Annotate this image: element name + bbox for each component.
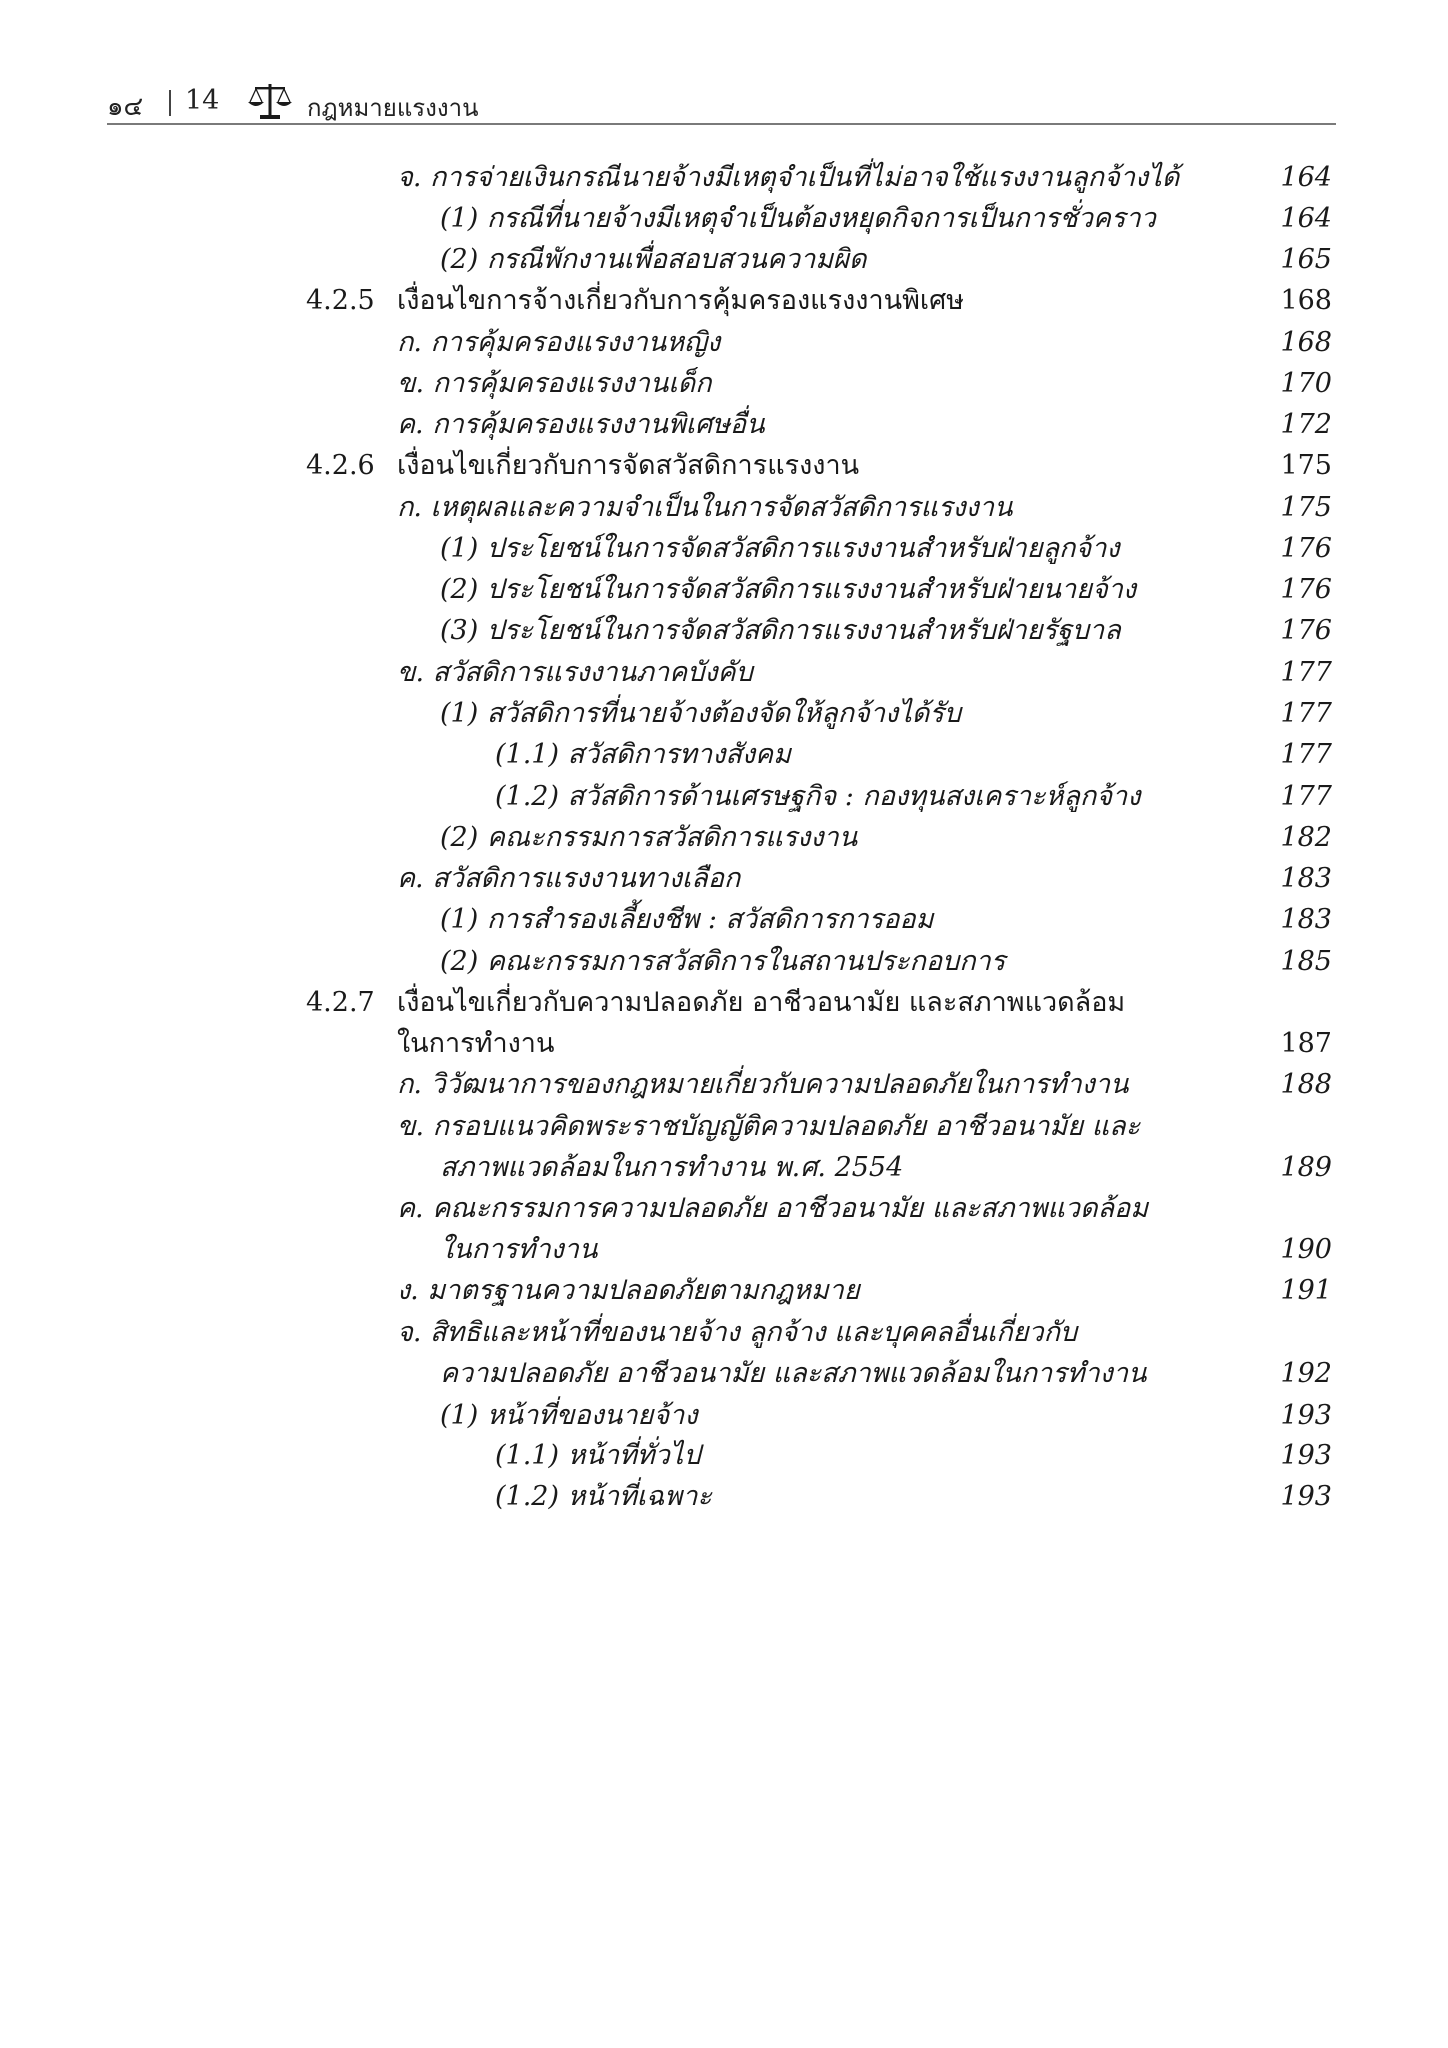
toc-entry <box>0 735 1448 775</box>
toc-entry-title: (2) คณะกรรมการสวัสดิการแรงงาน <box>440 822 858 853</box>
toc-entry <box>0 777 1448 817</box>
toc-entry-title: ความปลอดภัย อาชีวอนามัย และสภาพแวดล้อมในการทำงาน <box>440 1358 1147 1389</box>
toc-entry-title: (2) ประโยชน์ในการจัดสวัสดิการแรงงานสำหรับฝ่ายนายจ้าง <box>440 574 1137 605</box>
toc-entry-title: (1.2) หน้าที่เฉพาะ <box>495 1481 712 1512</box>
toc-entry-title: (1) หน้าที่ของนายจ้าง <box>440 1400 698 1431</box>
toc-entry-title: (1) การสำรองเลี้ยงชีพ : สวัสดิการการออม <box>440 904 934 935</box>
toc-entry-title: จ. สิทธิและหน้าที่ของนายจ้าง ลูกจ้าง และบุคคลอื่นเกี่ยวกับ <box>397 1317 1078 1348</box>
toc-entry-page: 193 <box>1280 1400 1332 1431</box>
toc-entry <box>0 1313 1448 1353</box>
toc-entry <box>0 818 1448 858</box>
toc-entry <box>0 405 1448 445</box>
toc-entry <box>0 694 1448 734</box>
toc-entry-title: (1.1) หน้าที่ทั่วไป <box>495 1440 701 1471</box>
toc-entry-page: 172 <box>1280 409 1332 440</box>
toc-entry-page: 177 <box>1280 781 1332 812</box>
toc-entry-page: 176 <box>1280 615 1332 646</box>
toc-entry-page: 191 <box>1280 1275 1332 1306</box>
toc-section-heading <box>0 983 1448 1023</box>
toc-entry <box>0 1189 1448 1229</box>
toc-entry <box>0 158 1448 198</box>
toc-entry-title: ค. คณะกรรมการความปลอดภัย อาชีวอนามัย และสภาพแวดล้อม <box>397 1193 1149 1224</box>
header-separator <box>169 90 171 116</box>
toc-entry-page: 176 <box>1280 533 1332 564</box>
toc-entry-title: ค. การคุ้มครองแรงงานพิเศษอื่น <box>397 409 765 440</box>
toc-entry-page: 183 <box>1280 904 1332 935</box>
toc-entry <box>0 240 1448 280</box>
toc-section-heading <box>0 281 1448 321</box>
toc-entry <box>0 611 1448 651</box>
toc-entry <box>0 488 1448 528</box>
toc-entry-page: 168 <box>1280 327 1332 358</box>
toc-entry-title: ข. สวัสดิการแรงงานภาคบังคับ <box>397 657 753 688</box>
toc-entry-page: 193 <box>1280 1440 1332 1471</box>
toc-entry-page: 182 <box>1280 822 1332 853</box>
toc-section-number: 4.2.6 <box>306 450 375 481</box>
toc-entry <box>0 1065 1448 1105</box>
toc-entry <box>0 199 1448 239</box>
scales-of-justice-icon <box>245 82 295 122</box>
toc-entry-page: 168 <box>1280 285 1332 316</box>
toc-entry-page: 164 <box>1280 162 1332 193</box>
toc-entry-title: (1.1) สวัสดิการทางสังคม <box>495 739 791 770</box>
toc-entry <box>0 1396 1448 1436</box>
running-header <box>107 82 1337 124</box>
toc-entry-page: 190 <box>1280 1234 1332 1265</box>
toc-entry-page: 170 <box>1280 368 1332 399</box>
book-title: กฎหมายแรงงาน <box>307 94 479 122</box>
thai-page-number: ๑๔ <box>107 92 144 122</box>
toc-entry <box>0 364 1448 404</box>
toc-entry-title: (1) สวัสดิการที่นายจ้างต้องจัดให้ลูกจ้างได้รับ <box>440 698 961 729</box>
toc-entry-page: 188 <box>1280 1069 1332 1100</box>
toc-entry-page: 164 <box>1280 203 1332 234</box>
toc-entry-page: 192 <box>1280 1358 1332 1389</box>
toc-entry <box>0 570 1448 610</box>
toc-entry-title: ข. การคุ้มครองแรงงานเด็ก <box>397 368 712 399</box>
toc-entry <box>0 900 1448 940</box>
toc-entry-page: 187 <box>1280 1028 1332 1059</box>
toc-entry-page: 177 <box>1280 739 1332 770</box>
toc-entry <box>0 859 1448 899</box>
toc-entry-continued <box>0 1354 1448 1394</box>
toc-entry-title: ค. สวัสดิการแรงงานทางเลือก <box>397 863 741 894</box>
toc-entry-page: 177 <box>1280 657 1332 688</box>
toc-entry <box>0 653 1448 693</box>
toc-section-heading-continued <box>0 1024 1448 1064</box>
toc-entry-page: 189 <box>1280 1152 1332 1183</box>
toc-entry-page: 177 <box>1280 698 1332 729</box>
toc-entry-page: 175 <box>1280 492 1332 523</box>
toc-entry <box>0 323 1448 363</box>
toc-entry <box>0 1477 1448 1517</box>
toc-entry-title: (1.2) สวัสดิการด้านเศรษฐกิจ : กองทุนสงเคราะห์ลูกจ้าง <box>495 781 1141 812</box>
toc-entry-title: ก. เหตุผลและความจำเป็นในการจัดสวัสดิการแรงงาน <box>397 492 1013 523</box>
toc-entry-title: (1) ประโยชน์ในการจัดสวัสดิการแรงงานสำหรับฝ่ายลูกจ้าง <box>440 533 1120 564</box>
toc-entry-title: (1) กรณีที่นายจ้างมีเหตุจำเป็นต้องหยุดกิจการเป็นการชั่วคราว <box>440 203 1156 234</box>
toc-entry-page: 176 <box>1280 574 1332 605</box>
toc-entry-title: (2) คณะกรรมการสวัสดิการในสถานประกอบการ <box>440 946 1006 977</box>
header-rule <box>107 123 1336 125</box>
toc-section-number: 4.2.7 <box>306 987 375 1018</box>
toc-section-heading <box>0 446 1448 486</box>
toc-entry-continued <box>0 1148 1448 1188</box>
toc-entry-title: ก. วิวัฒนาการของกฎหมายเกี่ยวกับความปลอดภัยในการทำงาน <box>397 1069 1129 1100</box>
toc-entry-title: จ. การจ่ายเงินกรณีนายจ้างมีเหตุจำเป็นที่ไม่อาจใช้แรงงานลูกจ้างได้ <box>397 162 1180 193</box>
toc-entry-title: สภาพแวดล้อมในการทำงาน พ.ศ. 2554 <box>440 1152 904 1183</box>
toc-entry-title: ในการทำงาน <box>397 1028 555 1059</box>
toc-entry-title: เงื่อนไขเกี่ยวกับความปลอดภัย อาชีวอนามัย และสภาพแวดล้อม <box>397 987 1126 1018</box>
toc-entry <box>0 1436 1448 1476</box>
toc-entry-page: 185 <box>1280 946 1332 977</box>
toc-entry-title: ก. การคุ้มครองแรงงานหญิง <box>397 327 721 358</box>
toc-entry <box>0 942 1448 982</box>
toc-entry-title: ข. กรอบแนวคิดพระราชบัญญัติความปลอดภัย อาชีวอนามัย และ <box>397 1111 1141 1142</box>
toc-entry-title: เงื่อนไขเกี่ยวกับการจัดสวัสดิการแรงงาน <box>397 450 860 481</box>
toc-entry <box>0 1107 1448 1147</box>
toc-entry <box>0 529 1448 569</box>
toc-entry-page: 175 <box>1280 450 1332 481</box>
toc-entry <box>0 1271 1448 1311</box>
toc-entry-title: ในการทำงาน <box>440 1234 598 1265</box>
toc-entry-continued <box>0 1230 1448 1270</box>
toc-entry-title: (2) กรณีพักงานเพื่อสอบสวนความผิด <box>440 244 867 275</box>
toc-entry-title: เงื่อนไขการจ้างเกี่ยวกับการคุ้มครองแรงงานพิเศษ <box>397 285 965 316</box>
toc-entry-title: (3) ประโยชน์ในการจัดสวัสดิการแรงงานสำหรับฝ่ายรัฐบาล <box>440 615 1121 646</box>
toc-entry-page: 183 <box>1280 863 1332 894</box>
toc-section-number: 4.2.5 <box>306 285 375 316</box>
toc-entry-page: 193 <box>1280 1481 1332 1512</box>
toc-entry-page: 165 <box>1280 244 1332 275</box>
toc-entry-title: ง. มาตรฐานความปลอดภัยตามกฎหมาย <box>397 1275 860 1306</box>
page-number: 14 <box>185 85 220 116</box>
